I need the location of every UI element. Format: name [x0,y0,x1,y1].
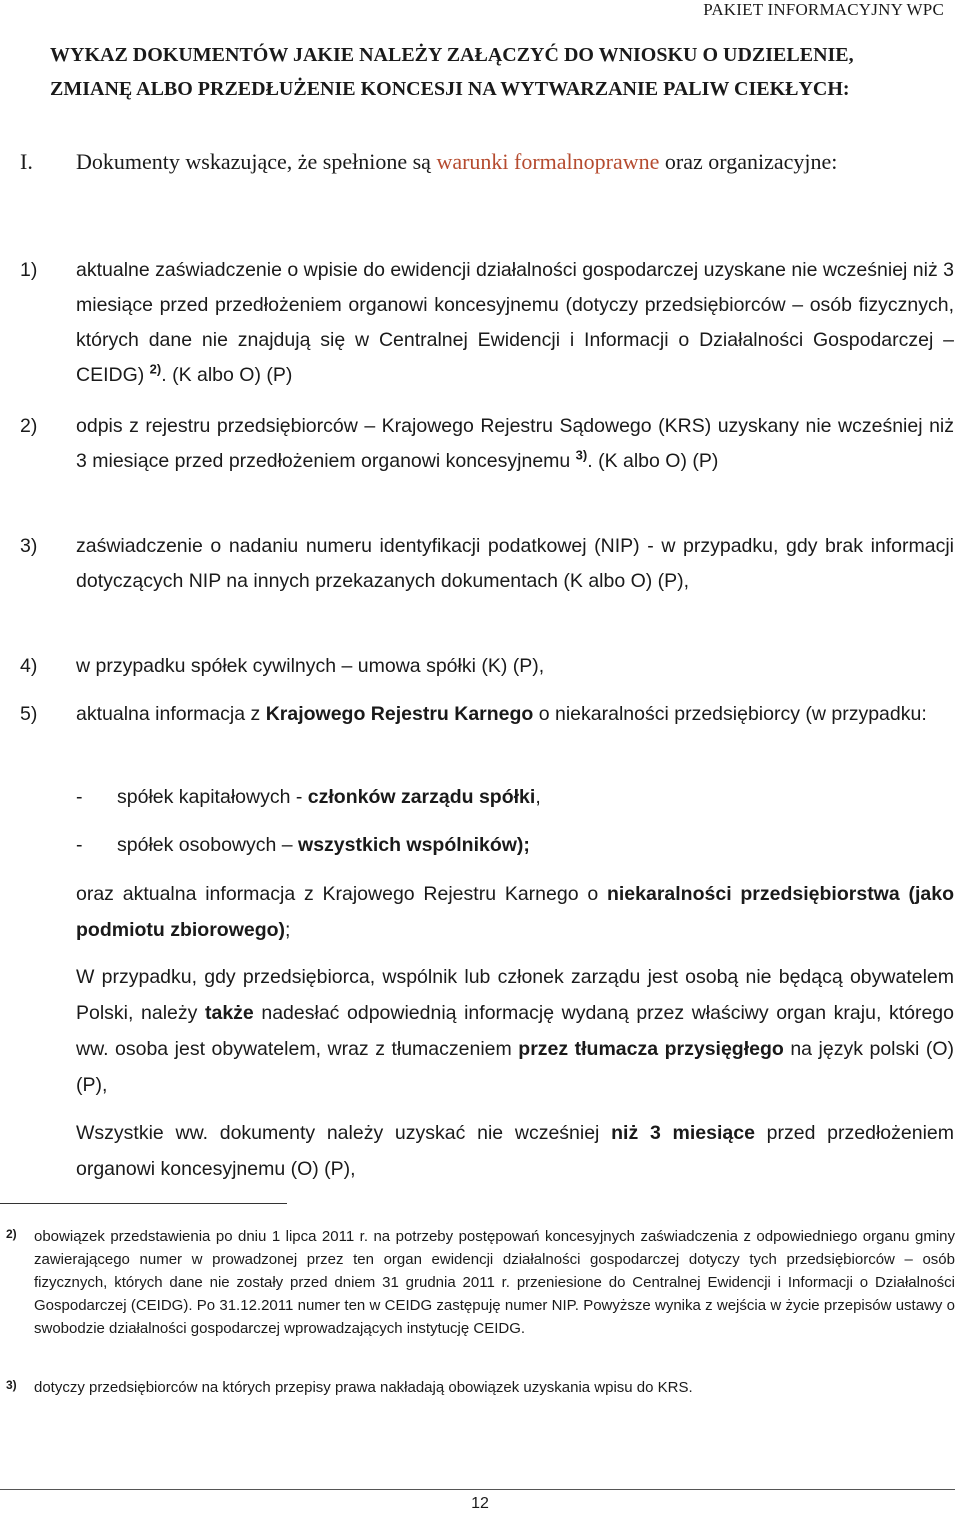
dash-text-main: spółek osobowych – [117,834,299,856]
item-number: 4) [20,655,38,677]
title-line-1: WYKAZ DOKUMENTÓW JAKIE NALEŻY ZAŁĄCZYĆ DO WNIOSKU O UDZIELENIE, [50,44,854,66]
item-text [76,253,954,393]
item-text: w przypadku spółek cywilnych – umowa spółki (K) (P), [76,655,545,677]
item-bold: Krajowego Rejestru Karnego [265,703,534,725]
footnote [0,1376,955,1399]
section-text-b: oraz organizacyjne: [659,149,838,174]
dash-bold: wszystkich wspólników); [298,834,530,856]
item-text-main: aktualne zaświadczenie o wpisie do ewidencji działalności gospodarczej uzyskane nie wcześniej niż 3 miesiące przed przedłożeniem organowi koncesyjnemu (dotyczy przedsiębiorców – osób fizycznych, których dane nie znajdują się w Centralnej Ewidencji i Informacji o Działalności Gospodarczej – CEIDG) [76,259,954,386]
para-text-b: ; [285,919,291,941]
item-text-main: odpis z rejestru przedsiębiorców – Krajowego Rejestru Sądowego (KRS) uzyskany nie wcześniej niż 3 miesiące przed przedłożeniem organowi koncesyjnemu [76,415,954,472]
para-text-a: Wszystkie ww. dokumenty należy uzyskać nie wcześniej [76,1122,612,1144]
section-text [76,143,950,180]
section-number: I. [20,149,33,174]
item-text-b: o niekaralności przedsiębiorcy (w przypadku: [533,703,927,725]
para-text-c: na język polski (O) (P), [76,1038,954,1096]
dash-text-main: spółek kapitałowych - [117,786,308,808]
document-header: PAKIET INFORMACYJNY WPC [703,0,944,19]
footer-rule [0,1489,955,1490]
dash-mark: - [76,786,83,808]
footnote-text: obowiązek przedstawienia po dniu 1 lipca 2011 r. na potrzeby postępowań koncesyjnych zaświadczenia z odpowiedniego organu gminy zawierającego numer w prowadzonej przez ten organ ewidencji działalności gospodarczej dotyczy tych przedsiębiorców – osób fizycznych, których dane nie zostały przed dniem 31 grudnia 2011 r. przeniesione do Centralnej Ewidencji i Informacji o Działalności Gospodarczej (CEIDG). Po 31.12.2011 numer ten w CEIDG zastępuję numer NIP. Powyższe wynika z wejścia w życie przepisów ustawy o swobodzie działalności gospodarczej wprowadzających instytucję CEIDG. [34,1228,955,1337]
para-bold: niekaralności przedsiębiorstwa (jako podmiotu zbiorowego) [76,883,954,941]
dash-mark: - [76,834,83,856]
footnote-ref: 2) [149,361,162,377]
item-text: zaświadczenie o nadaniu numeru identyfikacji podatkowej (NIP) - w przypadku, gdy brak informacji dotyczących NIP na innych przekazanych dokumentach (K albo O) (P), [76,535,954,592]
item-number: 5) [20,703,38,725]
item-number: 3) [20,535,38,557]
paragraph-validity [76,1115,954,1187]
list-item [20,697,954,732]
footnote [0,1225,955,1340]
para-bold: przez tłumacza przysięgłego [518,1038,784,1060]
dash-text [117,828,956,863]
document-title [50,38,930,106]
item-text-tail: . (K albo O) (P) [161,364,293,386]
footnote-separator [0,1203,287,1204]
dash-text [117,780,956,815]
para-text-a: oraz aktualna informacja z Krajowego Rejestru Karnego o [76,883,607,905]
item-text-a: aktualna informacja z [76,703,266,725]
footnote-mark: 2) [6,1227,17,1241]
list-item [20,649,954,684]
para-text-b: przed przedłożeniem organowi koncesyjnemu (O) (P), [76,1122,954,1180]
footnote-ref: 3) [575,447,588,463]
item-number: 2) [20,415,38,437]
item-text-tail: . (K albo O) (P) [587,450,719,472]
dash-item [76,828,956,863]
item-number: 1) [20,259,38,281]
section-heading [20,143,950,180]
dash-tail: , [535,786,541,808]
paragraph-foreigner [76,959,954,1103]
paragraph-criminal-record [76,876,954,948]
para-bold: niż 3 miesiące [611,1122,755,1144]
section-text-a: Dokumenty wskazujące, że spełnione są [76,149,437,174]
dash-bold: członków zarządu spółki [307,786,536,808]
list-item [20,529,954,599]
list-item [20,253,954,393]
item-text [76,409,954,479]
item-text [76,697,954,732]
footnote-text: dotyczy przedsiębiorców na których przepisy prawa nakładają obowiązek uzyskania wpisu do KRS. [34,1379,693,1396]
footnote-mark: 3) [6,1378,17,1392]
list-item [20,409,954,479]
title-line-2: ZMIANĘ ALBO PRZEDŁUŻENIE KONCESJI NA WYTWARZANIE PALIW CIEKŁYCH: [50,78,850,100]
para-text-b: nadesłać odpowiednią informację wydaną przez właściwy organ kraju, którego ww. osoba jest obywatelem, wraz z tłumaczeniem [76,1002,954,1060]
page-number: 12 [471,1495,489,1512]
para-bold: także [204,1002,254,1024]
para-text-a: W przypadku, gdy przedsiębiorca, wspólnik lub członek zarządu jest osobą nie będącą obywatelem Polski, należy [76,966,954,1024]
section-accent: warunki formalnoprawne [436,149,660,174]
dash-item [76,780,956,815]
